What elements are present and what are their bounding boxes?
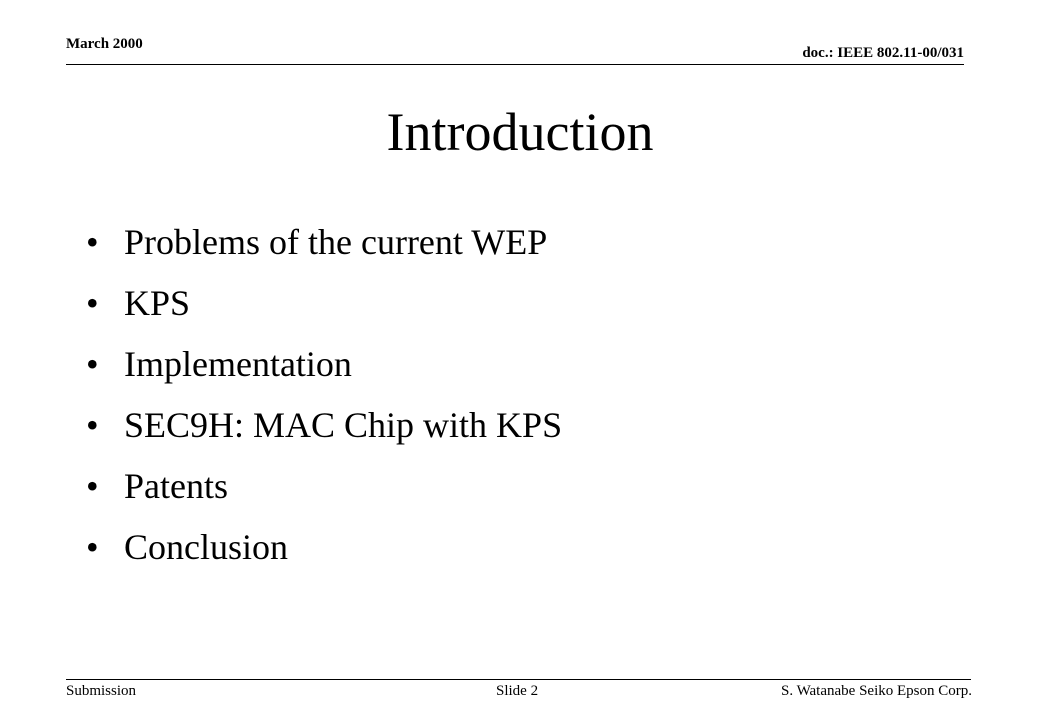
bullet-icon: •	[86, 405, 99, 445]
slide-title: Introduction	[386, 102, 654, 162]
bullet-list	[86, 212, 562, 578]
bullet-icon: •	[86, 344, 99, 384]
bullet-item	[86, 395, 562, 456]
footer-author: S. Watanabe Seiko Epson Corp.	[781, 683, 972, 699]
bullet-item	[86, 212, 562, 273]
bullet-text: Problems of the current WEP	[124, 222, 548, 262]
bullet-icon: •	[86, 222, 99, 262]
footer-divider	[66, 679, 971, 680]
bullet-icon: •	[86, 283, 99, 323]
bullet-icon: •	[86, 466, 99, 506]
bullet-item	[86, 517, 562, 578]
bullet-text: Patents	[124, 466, 228, 506]
bullet-text: Implementation	[124, 344, 352, 384]
bullet-item	[86, 334, 562, 395]
footer-slide-number: Slide 2	[496, 683, 539, 699]
footer-submission: Submission	[66, 683, 137, 699]
header-date: March 2000	[66, 36, 143, 52]
bullet-text: Conclusion	[124, 527, 289, 567]
bullet-item	[86, 273, 562, 334]
bullet-icon: •	[86, 527, 99, 567]
bullet-item	[86, 456, 562, 517]
header-doc-id: doc.: IEEE 802.11-00/031	[802, 45, 964, 61]
bullet-text: SEC9H: MAC Chip with KPS	[124, 405, 563, 445]
bullet-text: KPS	[124, 283, 191, 323]
header-divider	[66, 64, 964, 65]
